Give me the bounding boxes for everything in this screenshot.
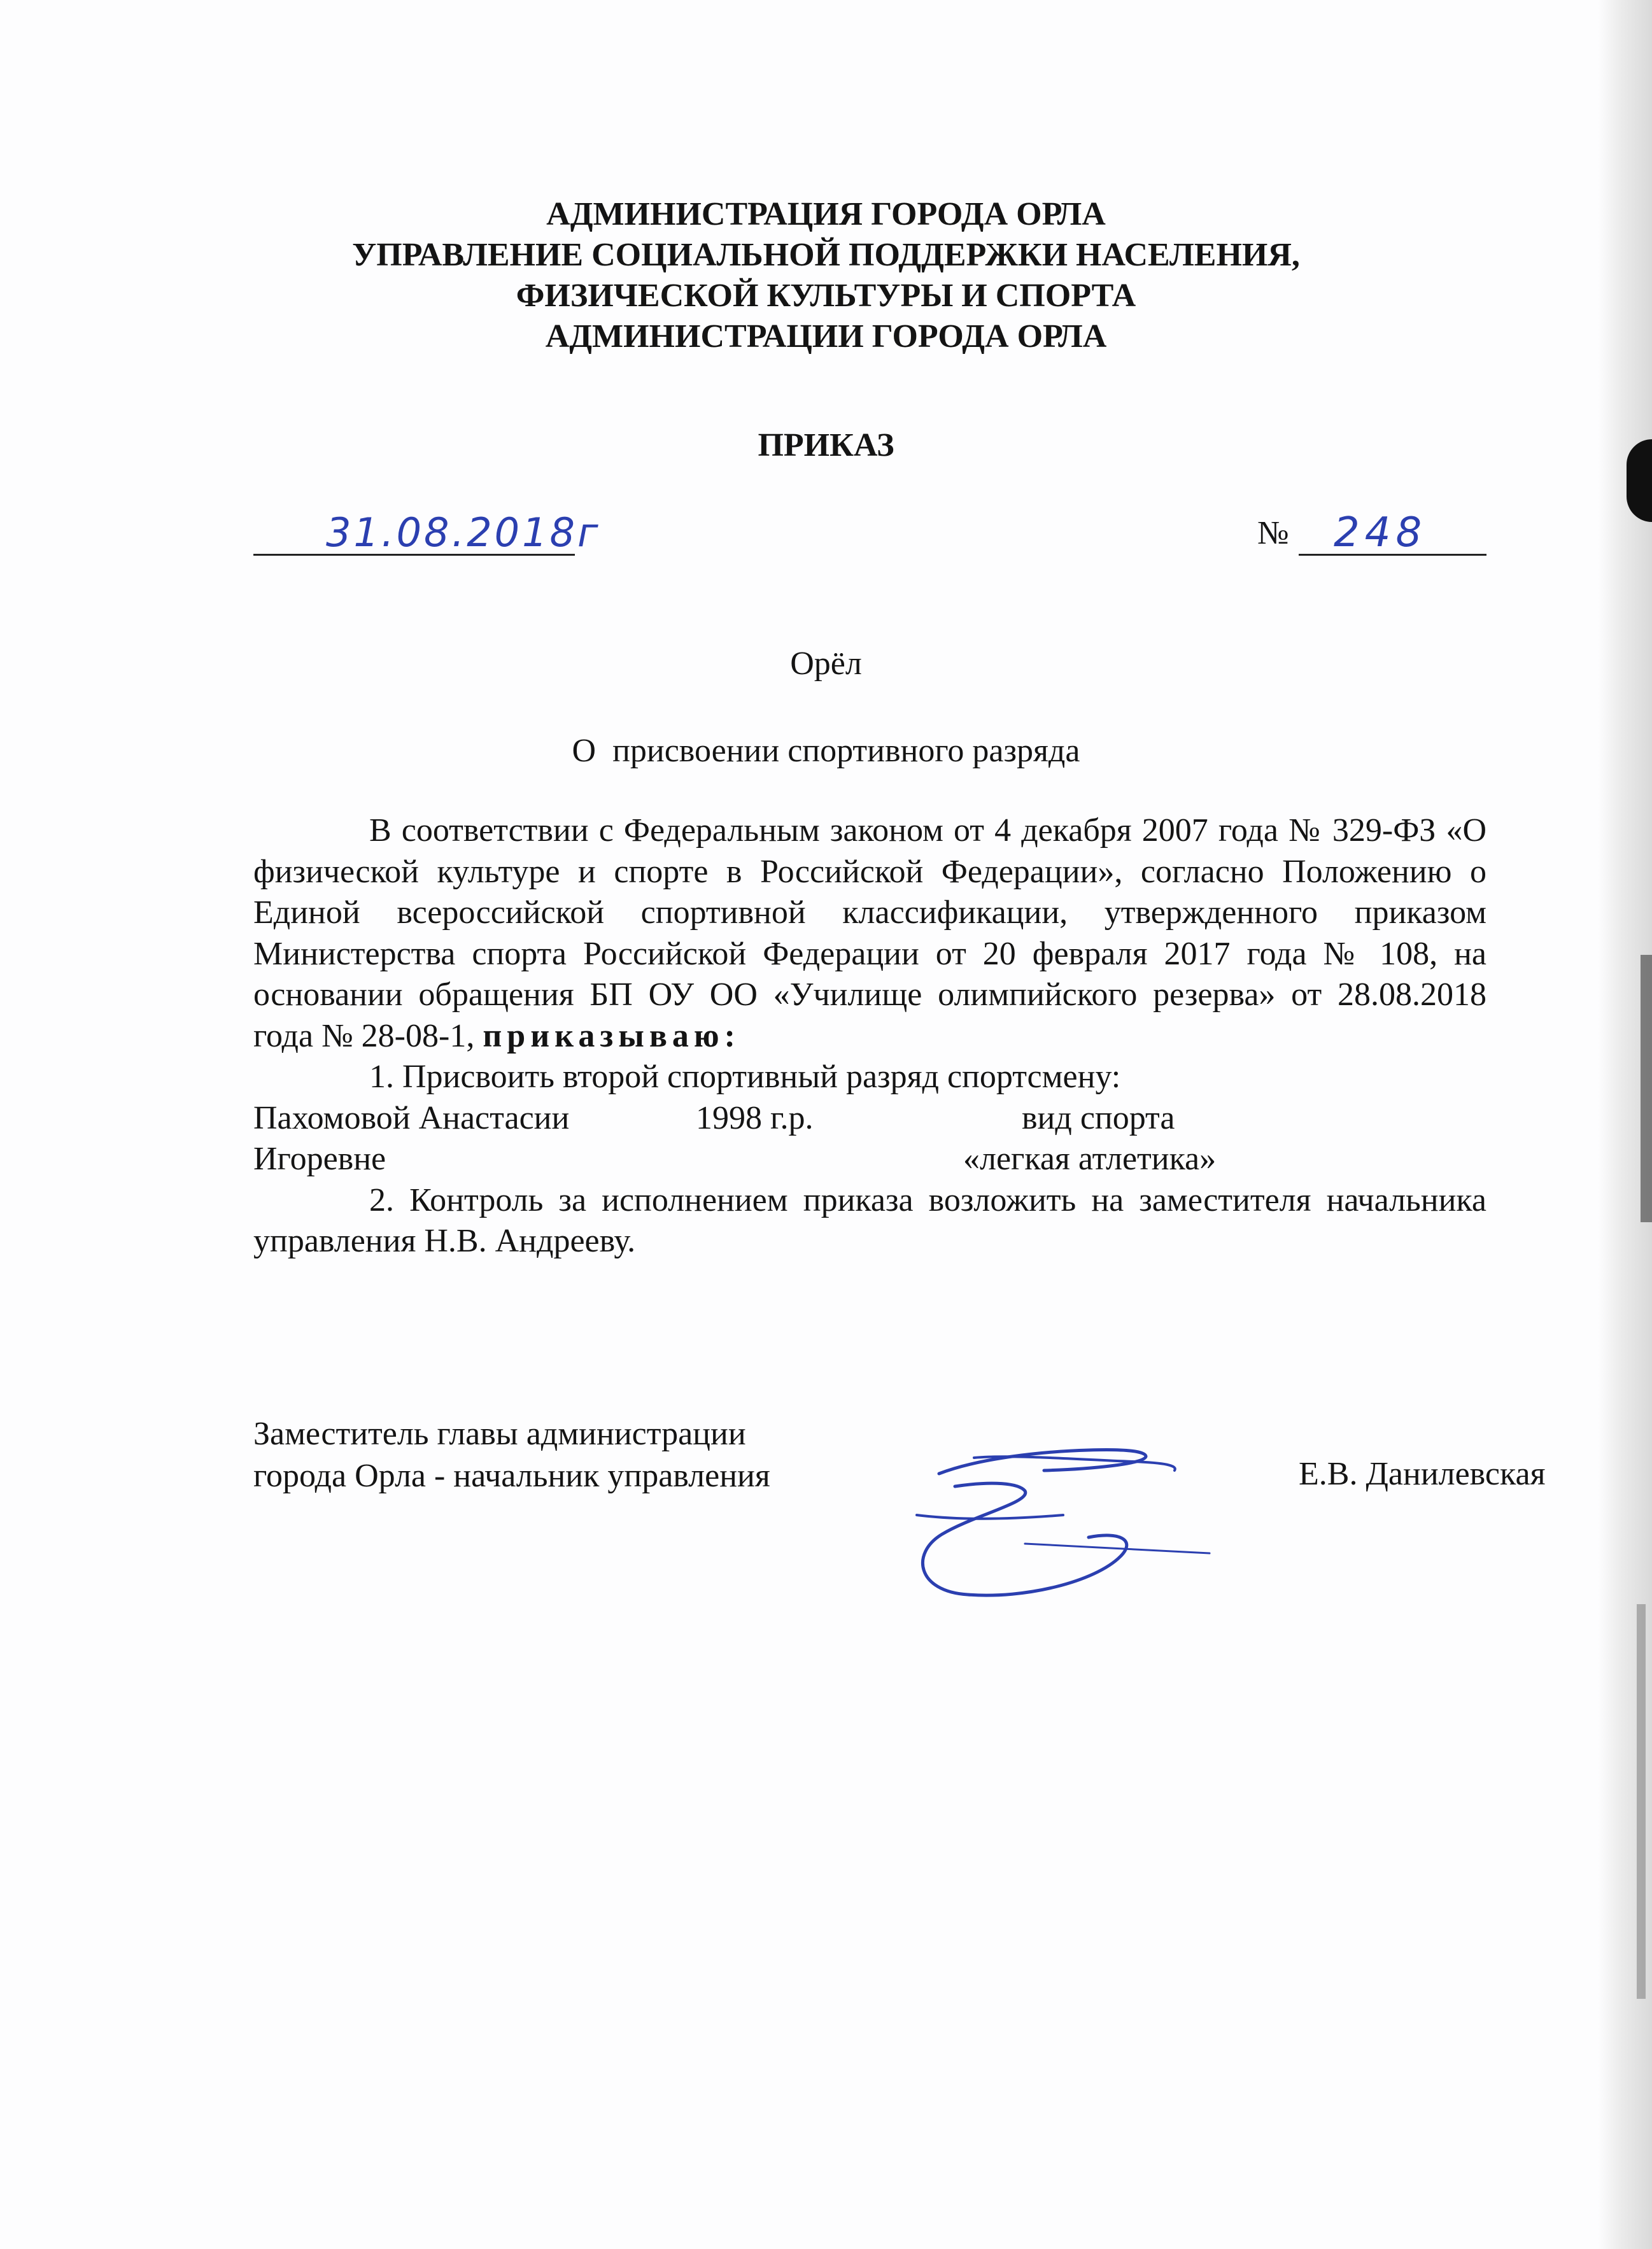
city-name: Орёл — [790, 645, 862, 682]
signatory-position-line-2: города Орла - начальник управления — [253, 1458, 770, 1494]
athlete-row-2 — [253, 1139, 1486, 1180]
header-line-3: ФИЗИЧЕСКОЙ КУЛЬТУРЫ И СПОРТА — [516, 278, 1136, 314]
header-line-1: АДМИНИСТРАЦИЯ ГОРОДА ОРЛА — [546, 196, 1106, 232]
scan-edge-mark — [1641, 955, 1652, 1222]
scan-edge-mark — [1637, 1604, 1646, 1999]
preamble-text: В соответствии с Федеральным законом от 4 декабря 2007 года № 329-ФЗ «О физической культуре и спорте в Российской Федерации», согласно Положению о Единой всероссийской спортивной классификации, утвержденного приказом Министерства спорта Российской Федерации от 20 февраля 2017 года № 108, на основании обращения БП ОУ ОО «Училище олимпийского резерва» от 28.08.2018 года № 28-08-1, — [253, 812, 1486, 1054]
number-sign: № — [1257, 515, 1289, 551]
order-number: 248 — [1334, 509, 1427, 556]
header-line-2: УПРАВЛЕНИЕ СОЦИАЛЬНОЙ ПОДДЕРЖКИ НАСЕЛЕНИЯ, — [352, 237, 1300, 273]
order-date: 31.08.2018г — [326, 509, 601, 556]
item-2: 2. Контроль за исполнением приказа возложить на заместителя начальника управления Н.В. Андрееву. — [253, 1181, 1486, 1259]
order-title: ПРИКАЗ — [758, 427, 894, 463]
order-body — [253, 810, 1486, 1262]
athlete-birth-year: 1998 г.р. — [696, 1099, 814, 1136]
athlete-name: Пахомовой Анастасии — [253, 1099, 570, 1136]
sport-label: вид спорта — [1022, 1099, 1175, 1136]
order-subject: О присвоении спортивного разряда — [572, 733, 1080, 769]
signatory-position — [253, 1413, 770, 1497]
document-header — [0, 194, 1652, 357]
athlete-patronymic: Игоревне — [253, 1141, 386, 1177]
handwritten-signature — [879, 1420, 1235, 1611]
signatory-name: Е.В. Данилевская — [1299, 1456, 1546, 1492]
preamble-paragraph — [253, 810, 1486, 1057]
sport-name: «легкая атлетика» — [963, 1141, 1217, 1177]
signatory-position-line-1: Заместитель главы администрации — [253, 1416, 746, 1452]
order-word: приказываю: — [483, 1017, 740, 1054]
item-1: 1. Присвоить второй спортивный разряд спортсмену: — [369, 1059, 1121, 1095]
header-line-4: АДМИНИСТРАЦИИ ГОРОДА ОРЛА — [545, 318, 1107, 355]
athlete-row-1 — [253, 1098, 1486, 1139]
